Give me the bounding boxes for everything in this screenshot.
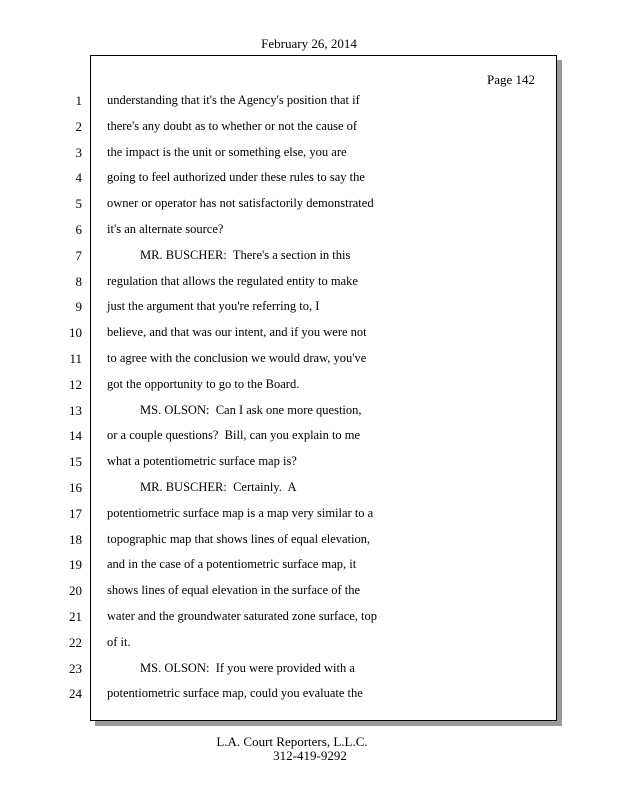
- transcript-line: of it.: [107, 634, 131, 649]
- transcript-line: it's an alternate source?: [107, 221, 224, 236]
- transcript-line: just the argument that you're referring to, I: [107, 299, 320, 314]
- line-number: 24: [69, 686, 82, 702]
- transcript-line: understanding that it's the Agency's position that if: [107, 93, 360, 107]
- line-number: 15: [69, 454, 82, 470]
- line-number: 16: [69, 479, 82, 495]
- transcript-line: got the opportunity to go to the Board.: [107, 376, 300, 391]
- transcript-line: MS. OLSON: Can I ask one more question,: [140, 402, 362, 417]
- transcript-line: regulation that allows the regulated entity to make: [107, 273, 358, 288]
- line-number: 17: [69, 505, 82, 521]
- line-number: 11: [69, 350, 82, 366]
- transcript-line: MR. BUSCHER: Certainly. A: [140, 479, 297, 494]
- transcript-line: potentiometric surface map is a map very similar to a: [107, 505, 374, 520]
- line-number: 7: [75, 247, 82, 263]
- transcript-line: topographic map that shows lines of equal elevation,: [107, 531, 371, 546]
- line-number: 1: [75, 93, 82, 108]
- transcript-line: MR. BUSCHER: There's a section in this: [140, 247, 351, 262]
- line-number: 13: [69, 402, 82, 418]
- transcript-line: MS. OLSON: If you were provided with a: [140, 660, 355, 675]
- line-number: 10: [69, 325, 82, 341]
- page-number: Page 142: [486, 72, 535, 87]
- transcript-line: going to feel authorized under these rules to say the: [107, 170, 365, 185]
- transcript-line: there's any doubt as to whether or not the cause of: [107, 118, 358, 133]
- line-number: 2: [75, 118, 82, 134]
- line-number: 4: [75, 170, 82, 186]
- line-number: 22: [69, 634, 82, 650]
- footer-company: L.A. Court Reporters, L.L.C.: [216, 734, 368, 749]
- header-date: February 26, 2014: [261, 36, 357, 51]
- transcript-line: or a couple questions? Bill, can you explain to me: [107, 428, 361, 443]
- transcript-line: to agree with the conclusion we would draw, you've: [107, 350, 367, 365]
- transcript-text: [107, 92, 547, 711]
- transcript-line: owner or operator has not satisfactorily demonstrated: [107, 196, 374, 211]
- line-number: 12: [69, 376, 82, 392]
- transcript-line: what a potentiometric surface map is?: [107, 454, 297, 469]
- line-number: 9: [75, 299, 82, 315]
- transcript-line: the impact is the unit or something else, you are: [107, 144, 347, 159]
- line-number-column: [0, 92, 82, 711]
- transcript-line: believe, and that was our intent, and if you were not: [107, 325, 367, 340]
- line-number: 20: [69, 583, 82, 599]
- line-number: 18: [69, 531, 82, 547]
- line-number: 8: [75, 273, 82, 289]
- line-number: 21: [69, 608, 82, 624]
- transcript-line: potentiometric surface map, could you evaluate the: [107, 686, 363, 701]
- line-number: 6: [75, 221, 82, 237]
- transcript-line: shows lines of equal elevation in the surface of the: [107, 583, 361, 598]
- footer-phone: 312-419-9292: [273, 748, 347, 763]
- transcript-line: water and the groundwater saturated zone surface, top: [107, 608, 378, 623]
- transcript-line: and in the case of a potentiometric surface map, it: [107, 557, 357, 572]
- line-number: 19: [69, 557, 82, 573]
- line-number: 14: [69, 428, 82, 444]
- line-number: 5: [75, 196, 82, 212]
- line-number: 23: [69, 660, 82, 676]
- line-number: 3: [75, 144, 82, 160]
